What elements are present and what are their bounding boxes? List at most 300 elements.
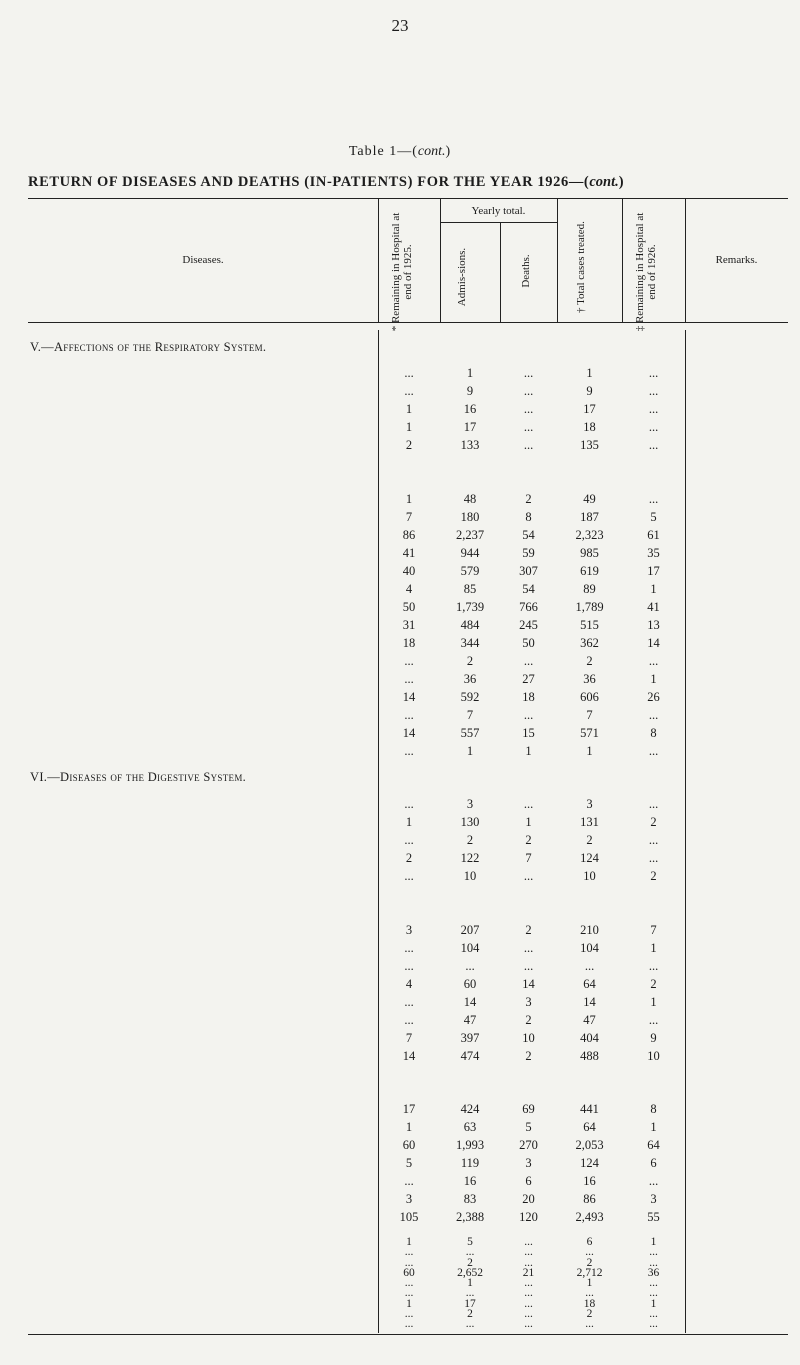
col-divider-4 [557,198,558,322]
deaths-cell: ... [523,797,534,811]
deaths-cell: ... [524,1287,533,1300]
col-divider-5 [622,198,623,322]
table-row [0,725,800,742]
total-treated-cell: ... [585,1318,594,1330]
total-treated-cell: 2 [586,1256,593,1269]
total-treated-cell: 14 [583,995,596,1009]
table-row [0,1191,800,1208]
total-treated-cell: 3 [586,797,593,811]
deaths-cell: 120 [519,1210,538,1224]
table-row [0,994,800,1011]
remaining-1925-cell: 60 [403,1266,415,1279]
remaining-1926-cell: ... [648,797,659,811]
remaining-1925-cell: ... [404,1307,414,1320]
yearly-total-rule [440,222,557,223]
total-treated-cell: 606 [580,690,599,704]
table-bottom-rule [28,1334,788,1335]
table-row [0,689,800,706]
remaining-1925-cell: ... [404,1174,414,1188]
admissions-cell: 180 [460,510,480,524]
remaining-1926-cell: 13 [647,618,660,632]
admissions-cell: 17 [463,420,477,434]
deaths-cell: ... [523,869,534,883]
table-row [0,922,800,939]
remaining-1926-cell: 7 [650,923,657,937]
remaining-1926-cell: 35 [647,546,660,560]
total-treated-cell: 131 [580,815,599,829]
admissions-cell: 397 [460,1031,480,1045]
table-row [0,1173,800,1190]
admissions-cell: 48 [463,492,477,506]
deaths-cell: 2 [525,923,532,937]
table-row [0,743,800,760]
table-row [0,1101,800,1118]
table-row [0,958,800,975]
admissions-cell: 17 [464,1297,476,1310]
total-treated-cell: 89 [583,582,596,596]
total-treated-cell: 362 [580,636,599,650]
remaining-1926-cell: 1 [650,941,657,955]
deaths-cell: 2 [525,833,532,847]
header-top-rule [28,198,788,199]
remaining-1926-cell: ... [648,492,659,506]
admissions-cell: 14 [463,995,477,1009]
deaths-cell: 20 [522,1192,535,1206]
total-treated-cell: 9 [586,384,593,398]
deaths-cell: ... [523,420,534,434]
remaining-1926-cell: ... [649,1307,658,1320]
remaining-1926-cell: 17 [647,564,660,578]
remaining-1926-cell: 2 [650,869,657,883]
admissions-cell: 557 [460,726,480,740]
deaths-cell: 21 [522,1266,535,1279]
total-treated-cell: 10 [583,869,596,883]
remaining-1925-cell: 3 [405,1192,413,1206]
deaths-cell: ... [524,1256,533,1269]
total-treated-cell: 49 [583,492,596,506]
remaining-1926-cell: 8 [650,1102,657,1116]
admissions-cell: 424 [460,1102,480,1116]
page-number: 23 [391,16,409,35]
remaining-1925-cell: ... [404,797,414,811]
deaths-cell: 69 [522,1102,535,1116]
remaining-1925-cell: 3 [405,923,413,937]
remaining-1925-cell: ... [404,672,414,686]
heading-suffix: ) [618,174,625,190]
remaining-1925-cell: 1 [405,492,413,506]
remaining-1925-cell: 1 [406,1297,412,1310]
table-row [0,1048,800,1065]
remaining-1925-cell: ... [404,744,414,758]
table-row [0,635,800,652]
admissions-cell: 122 [460,851,480,865]
deaths-cell: 2 [525,1049,532,1063]
remaining-1926-cell: ... [648,744,659,758]
remaining-1926-cell: 61 [647,528,660,542]
table-row [0,1137,800,1154]
table-title-prefix: Table 1—( [348,144,418,159]
diseases-header: Diseases. [182,254,224,266]
remaining-1926-cell: ... [649,1277,658,1290]
table-row [0,491,800,508]
remaining-1926-cell: 1 [650,1297,657,1310]
total-treated-cell: 16 [583,1174,596,1188]
remaining-1926-cell: 5 [650,510,657,524]
remaining-1925-cell: 18 [402,636,416,650]
total-treated-cell: 124 [580,1156,599,1170]
remaining-1925-cell: ... [404,833,414,847]
col-divider-1 [378,198,379,322]
admissions-cell: 104 [460,941,480,955]
admissions-cell: 1 [466,366,474,380]
remaining-1925-cell: 2 [405,438,413,452]
remaining-1925-cell: 86 [402,528,416,542]
remaining-1926-cell: ... [648,366,659,380]
deaths-cell: 14 [522,977,535,991]
remaining-1925-cell: 14 [402,726,416,740]
deaths-cell: ... [524,1236,533,1249]
remaining-1926-cell: 14 [647,636,660,650]
remaining-1926-cell: 41 [647,600,660,614]
remaining-1925-cell: ... [404,1246,414,1259]
total-treated-cell: 187 [580,510,599,524]
remaining-1925-cell: ... [404,869,414,883]
table-row [0,796,800,813]
remaining-1925-cell: ... [404,1318,414,1330]
total-treated-cell: ... [585,1287,594,1300]
table-row [0,940,800,957]
admissions-cell: 579 [460,564,480,578]
remaining-1926-cell: ... [649,1246,658,1259]
total-treated-cell: 7 [586,708,593,722]
remaining-1926-cell: 36 [647,1266,660,1279]
total-treated-cell: 2,493 [575,1210,604,1224]
table-row [0,814,800,831]
deaths-cell: ... [524,1246,533,1259]
remaining-1925-cell: 40 [402,564,416,578]
total-treated-cell: 2 [586,833,593,847]
total-treated-cell: 104 [580,941,599,955]
admissions-cell: 63 [463,1120,477,1134]
remaining-1926-cell: 10 [647,1049,660,1063]
deaths-cell: ... [524,1307,533,1320]
table-row [0,617,800,634]
heading-cont: cont. [589,174,619,190]
remaining-1925-cell: 41 [402,546,416,560]
table-row [0,545,800,562]
table-row [0,904,800,921]
total-treated-cell: 2 [586,1307,593,1320]
heading-main: RETURN OF DISEASES AND DEATHS (IN-PATIENTS) FOR THE YEAR 1926—( [28,174,590,190]
remaining-1925-cell: ... [404,995,414,1009]
admissions-cell: 2,388 [455,1210,485,1224]
admissions-cell: 1 [466,744,474,758]
total-treated-cell: 64 [583,1120,596,1134]
remaining-1926-cell: ... [648,420,659,434]
remaining-1926-cell: ... [649,1287,658,1300]
table-row [0,1083,800,1100]
deaths-cell: 270 [519,1138,538,1152]
remaining-1925-cell: 7 [405,1031,413,1045]
remaining-1926-cell: 1 [650,672,657,686]
remaining-1925-cell: 105 [399,1210,419,1224]
total-treated-cell: 515 [580,618,599,632]
admissions-cell: 2,652 [457,1266,483,1279]
total-treated-cell: 2,323 [575,528,604,542]
table-row [0,1155,800,1172]
remaining-1925-cell: 1 [405,402,413,416]
remaining-1925-cell: ... [404,959,414,973]
remaining-1925-cell: 17 [402,1102,416,1116]
deaths-cell: 766 [519,600,538,614]
remaining-1926-cell: ... [648,654,659,668]
table-row [0,1012,800,1029]
deaths-cell: ... [523,708,534,722]
deaths-cell: 6 [525,1174,532,1188]
table-title [0,144,800,160]
total-treated-cell: 18 [583,1297,596,1310]
remaining-1926-cell: 64 [647,1138,660,1152]
remaining-1925-cell: 14 [402,1049,416,1063]
remaining-1926-cell: ... [648,708,659,722]
deaths-cell: 15 [522,726,535,740]
remaining-1925-cell: 2 [405,851,413,865]
table-row [0,509,800,526]
remaining-1926-cell: 3 [650,1192,657,1206]
remaining-1925-cell: ... [404,1287,414,1300]
admissions-cell: 9 [466,384,474,398]
remaining-1926-cell: 55 [647,1210,660,1224]
deaths-cell: 8 [525,510,532,524]
table-row [0,671,800,688]
remaining-1926-cell: 2 [650,977,657,991]
remaining-1925-cell: ... [404,1277,414,1290]
remaining-1926-cell: 1 [650,1120,657,1134]
admissions-cell: ... [465,959,475,973]
total-treated-cell: 488 [580,1049,599,1063]
remaining-1926-cell: ... [648,851,659,865]
remaining-1925-cell: 4 [405,977,413,991]
remaining-1925-cell: ... [404,654,414,668]
table-row [0,653,800,670]
total-treated-cell: 1 [586,1277,593,1290]
deaths-cell: ... [523,941,534,955]
table-row [0,599,800,616]
total-treated-cell: 18 [583,420,596,434]
table-row [0,401,800,418]
admissions-cell: 36 [463,672,477,686]
admissions-cell: 5 [467,1236,473,1249]
table-row [0,437,800,454]
deaths-cell: 3 [525,995,532,1009]
remaining-1926-cell: ... [648,1013,659,1027]
remaining-1926-cell: ... [648,438,659,452]
remaining-1926-cell: 1 [650,995,657,1009]
remaining-1925-cell: 5 [405,1156,413,1170]
admissions-cell: ... [465,1246,475,1259]
admissions-cell: 2 [466,833,474,847]
page-heading [28,174,788,191]
admissions-cell: 2,237 [455,528,485,542]
deaths-cell: 54 [522,582,535,596]
admissions-header: Admis-sions. [456,247,468,307]
deaths-cell: ... [523,384,534,398]
total-treated-cell: 2,053 [575,1138,604,1152]
admissions-cell: 2 [467,1256,473,1269]
admissions-cell: 474 [460,1049,480,1063]
total-treated-cell: 36 [583,672,596,686]
admissions-cell: 133 [460,438,480,452]
deaths-cell: 1 [525,815,532,829]
deaths-cell: ... [523,402,534,416]
deaths-cell: 10 [522,1031,535,1045]
admissions-cell: 1,993 [455,1138,485,1152]
deaths-cell: 1 [525,744,532,758]
admissions-cell: 119 [460,1156,480,1170]
table-row [0,850,800,867]
remaining-1925-cell: ... [404,1256,414,1269]
deaths-cell: 307 [519,564,538,578]
admissions-cell: 1,739 [455,600,485,614]
admissions-cell: 130 [460,815,480,829]
remaining-1925-cell: 1 [405,1120,413,1134]
deaths-cell: ... [524,1318,533,1330]
deaths-cell: ... [523,438,534,452]
total-treated-cell: 571 [580,726,599,740]
remaining-1926-cell: ... [648,402,659,416]
total-treated-cell: ... [584,959,595,973]
remaining-1925-cell: 7 [405,510,413,524]
admissions-cell: 7 [466,708,474,722]
remaining-1925-cell: ... [404,366,414,380]
remaining-1926-cell: ... [648,1174,659,1188]
section-heading: V.—Affections of the Respiratory System. [30,340,267,354]
total-treated-cell: 210 [580,923,599,937]
total-treated-cell: 985 [580,546,599,560]
deaths-cell: 18 [522,690,535,704]
remaining-1926-cell: 26 [647,690,660,704]
total-treated-cell: 64 [583,977,596,991]
remaining-1925-cell: 1 [405,420,413,434]
total-treated-cell: 404 [580,1031,599,1045]
remaining-1926-cell: ... [648,384,659,398]
deaths-cell: 50 [522,636,535,650]
table-title-suffix: ) [445,144,452,159]
admissions-cell: 592 [460,690,480,704]
table-row [0,473,800,490]
admissions-cell: ... [465,1287,475,1300]
remarks-header: Remarks. [715,254,758,266]
remaining-1926-cell: 1 [650,1236,657,1249]
admissions-cell: 1 [467,1277,473,1290]
deaths-cell: 7 [525,851,532,865]
admissions-cell: 344 [460,636,480,650]
table-row [0,868,800,885]
total-treated-cell: 1 [586,744,593,758]
remaining-1925-cell: 50 [402,600,416,614]
table-row [0,1030,800,1047]
deaths-cell: ... [524,1297,533,1310]
section-heading: VI.—Diseases of the Digestive System. [30,770,247,784]
total-treated-cell: 86 [583,1192,596,1206]
deaths-header: Deaths. [520,254,532,288]
remaining-1925-cell: ... [404,1013,414,1027]
deaths-cell: 2 [525,492,532,506]
table-title-cont: cont. [417,144,446,159]
table-row [0,563,800,580]
remaining-1926-cell: ... [648,833,659,847]
admissions-cell: 944 [460,546,480,560]
admissions-cell: 47 [463,1013,477,1027]
remaining-1926-cell: ... [648,959,659,973]
table-row [0,419,800,436]
total-treated-cell: 619 [580,564,599,578]
admissions-cell: 60 [463,977,477,991]
remaining-1926-cell: 6 [650,1156,657,1170]
admissions-cell: 2 [467,1307,473,1320]
admissions-cell: 207 [460,923,480,937]
remaining-1925-cell: ... [404,941,414,955]
table-row [0,832,800,849]
admissions-cell: 3 [466,797,474,811]
deaths-cell: ... [523,366,534,380]
table-row [0,527,800,544]
remaining-1926-header: ‡ Remaining in Hospital at end of 1926. [634,212,658,332]
table-row [0,1119,800,1136]
total-treated-cell: 47 [583,1013,596,1027]
deaths-cell: 3 [525,1156,532,1170]
deaths-cell: 27 [522,672,535,686]
deaths-cell: ... [523,959,534,973]
table-row [0,1209,800,1226]
total-treated-cell: ... [585,1246,594,1259]
yearly-total-header: Yearly total. [471,205,526,217]
total-treated-cell: 17 [583,402,596,416]
total-treated-header: † Total cases treated. [575,221,587,313]
table-row [0,581,800,598]
deaths-cell: 5 [525,1120,532,1134]
admissions-cell: 16 [463,1174,477,1188]
remaining-1925-cell: 31 [402,618,416,632]
table-row [0,976,800,993]
admissions-cell: 10 [463,869,477,883]
admissions-cell: 85 [463,582,477,596]
deaths-cell: 2 [525,1013,532,1027]
total-treated-cell: 1 [586,366,593,380]
total-treated-cell: 1,789 [575,600,604,614]
total-treated-cell: 441 [580,1102,599,1116]
remaining-1925-cell: 4 [405,582,413,596]
admissions-cell: ... [465,1318,475,1330]
remaining-1925-cell: ... [404,708,414,722]
remaining-1925-cell: 14 [402,690,416,704]
remaining-1925-cell: 1 [406,1236,412,1249]
remaining-1926-cell: ... [649,1256,658,1269]
remaining-1926-cell: 8 [650,726,657,740]
total-treated-cell: 124 [580,851,599,865]
remaining-1926-cell: 9 [650,1031,657,1045]
total-treated-cell: 6 [586,1236,593,1249]
table-row [0,707,800,724]
deaths-cell: 54 [522,528,535,542]
col-divider-3 [500,222,501,322]
remaining-1925-cell: 1 [405,815,413,829]
deaths-cell: ... [524,1277,533,1290]
remaining-1925-cell: ... [404,384,414,398]
admissions-cell: 16 [463,402,477,416]
remaining-1926-cell: 2 [650,815,657,829]
remaining-1926-cell: ... [649,1318,658,1330]
